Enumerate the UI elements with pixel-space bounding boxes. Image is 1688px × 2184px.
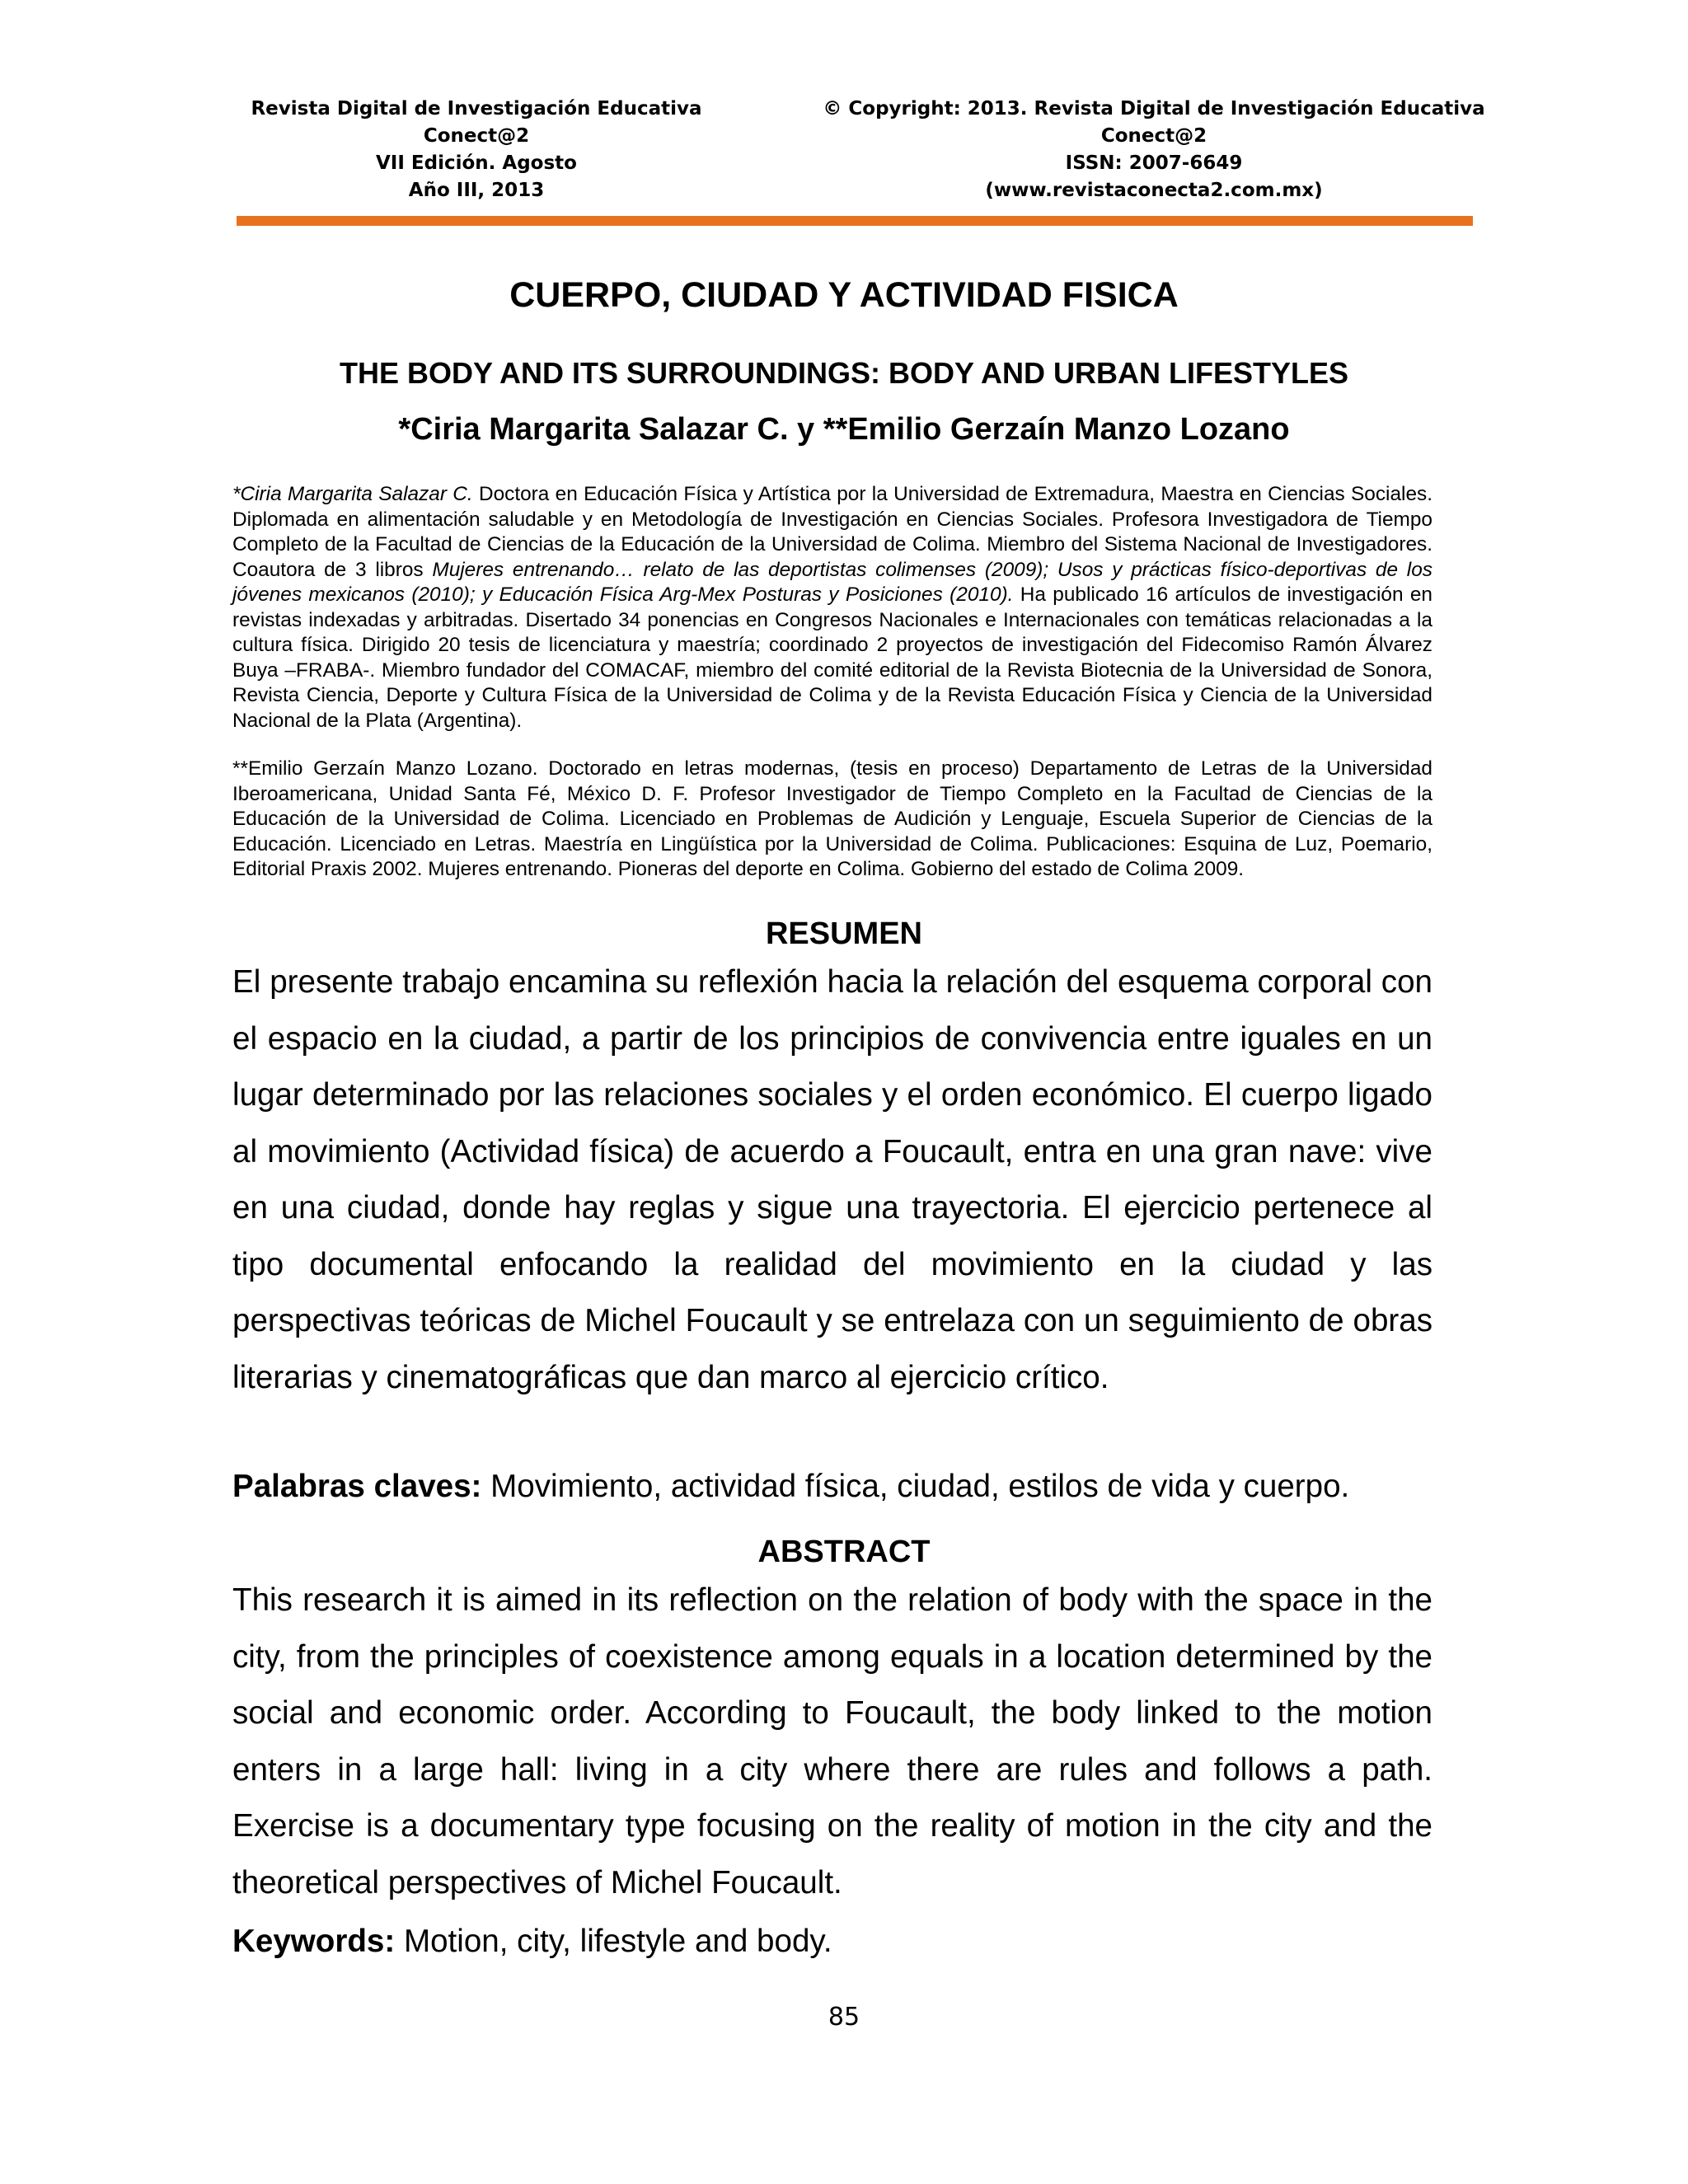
author-bio-1 bbox=[232, 482, 1432, 733]
keywords bbox=[232, 1924, 1444, 1960]
paper-authors: *Ciria Margarita Salazar C. y **Emilio Gerzaín Manzo Lozano bbox=[398, 412, 1290, 447]
page-number: 85 bbox=[828, 2003, 860, 2032]
keywords-label: Keywords: bbox=[232, 1924, 396, 1959]
issn: ISSN: 2007-6649 bbox=[1065, 152, 1243, 174]
header-divider bbox=[237, 216, 1473, 226]
palabras-claves-values: Movimiento, actividad física, ciudad, estilos de vida y cuerpo. bbox=[481, 1469, 1350, 1504]
journal-url: (www.revistaconecta2.com.mx) bbox=[985, 180, 1323, 201]
palabras-claves bbox=[232, 1469, 1444, 1505]
edition: VII Edición. Agosto bbox=[376, 152, 577, 174]
author-1-bio-text-a: Doctora en Educación Física y Artística por la Universidad de Extremadura, Maestra en Ciencias Sociales. Diplomada en alimentación saludable y en Metodología de Investigación en Ciencias Sociales. Profesora Investigadora de Tiempo Completo de la Facultad de Ciencias de la Educación de la Universidad de Colima. Miembro del Sistema Nacional de Investigadores. Coautora de 3 libros bbox=[232, 483, 1432, 581]
journal-name: Revista Digital de Investigación Educativa bbox=[251, 98, 702, 120]
keywords-values: Motion, city, lifestyle and body. bbox=[395, 1924, 832, 1959]
copyright: © Copyright: 2013. Revista Digital de Investigación Educativa bbox=[823, 98, 1485, 120]
paper-title: CUERPO, CIUDAD Y ACTIVIDAD FISICA bbox=[509, 275, 1179, 315]
paper-subtitle: THE BODY AND ITS SURROUNDINGS: BODY AND URBAN LIFESTYLES bbox=[339, 356, 1349, 390]
author-1-name: *Ciria Margarita Salazar C. bbox=[232, 483, 473, 505]
abstract-text: This research it is aimed in its reflection on the relation of body with the space in the city, from the principles of coexistence among equals in a location determined by the social and economic order. According to Foucault, the body linked to the motion enters in a large hall: living in a city where there are rules and follows a path. Exercise is a documentary type focusing on the reality of motion in the city and the theoretical perspectives of Michel Foucault. bbox=[232, 1582, 1432, 1900]
journal-header-right bbox=[816, 96, 1492, 204]
year: Año III, 2013 bbox=[408, 180, 545, 201]
journal-header-left bbox=[246, 96, 707, 204]
author-bio-2: **Emilio Gerzaín Manzo Lozano. Doctorado en letras modernas, (tesis en proceso) Departamento de Letras de la Universidad Iberoamericana, Unidad Santa Fé, México D. F. Profesor Investigador de Tiempo Completo en la Facultad de Ciencias de la Educación de la Universidad de Colima. Licenciado en Problemas de Audición y Lenguaje, Escuela Superior de Ciencias de la Educación. Licenciado en Letras. Maestría en Lingüística por la Universidad de Colima. Publicaciones: Esquina de Luz, Poemario, Editorial Praxis 2002. Mujeres entrenando. Pioneras del deporte en Colima. Gobierno del estado de Colima 2009. bbox=[232, 757, 1432, 880]
journal-short-name: Conect@2 bbox=[423, 125, 530, 147]
resumen-heading: RESUMEN bbox=[765, 916, 923, 951]
author-1-bio-text-b: Ha publicado 16 artículos de investigación en revistas indexadas y arbitradas. Disertado 34 ponencias en Congresos Nacionales e Internacionales con temáticas relacionadas a la cultura física. Dirigido 20 tesis de licenciatura y maestría; coordinado 2 proyectos de investigación del Fidecomiso Ramón Álvarez Buya –FRABA-. Miembro fundador del COMACAF, miembro del comité editorial de la Revista Biotecnia de la Universidad de Sonora, Revista Ciencia, Deporte y Cultura Física de la Universidad de Colima y de la Revista Educación Física y Ciencia de la Universidad Nacional de la Plata (Argentina). bbox=[232, 583, 1432, 732]
resumen-text: El presente trabajo encamina su reflexión hacia la relación del esquema corporal con el espacio en la ciudad, a partir de los principios de convivencia entre iguales en un lugar determinado por las relaciones sociales y el orden económico. El cuerpo ligado al movimiento (Actividad física) de acuerdo a Foucault, entra en una gran nave: vive en una ciudad, donde hay reglas y sigue una trayectoria. El ejercicio pertenece al tipo documental enfocando la realidad del movimiento en la ciudad y las perspectivas teóricas de Michel Foucault y se entrelaza con un seguimiento de obras literarias y cinematográficas que dan marco al ejercicio crítico. bbox=[232, 964, 1432, 1395]
palabras-claves-label: Palabras claves: bbox=[232, 1469, 482, 1504]
abstract-heading: ABSTRACT bbox=[757, 1535, 931, 1569]
author-1-books: Mujeres entrenando… relato de las deportistas colimenses (2009); Usos y prácticas físico-deportivas de los jóvenes mexicanos (2010); y Educación Física Arg-Mex Posturas y Posiciones (2010). bbox=[232, 558, 1432, 606]
journal-short-name-right: Conect@2 bbox=[1100, 125, 1207, 147]
